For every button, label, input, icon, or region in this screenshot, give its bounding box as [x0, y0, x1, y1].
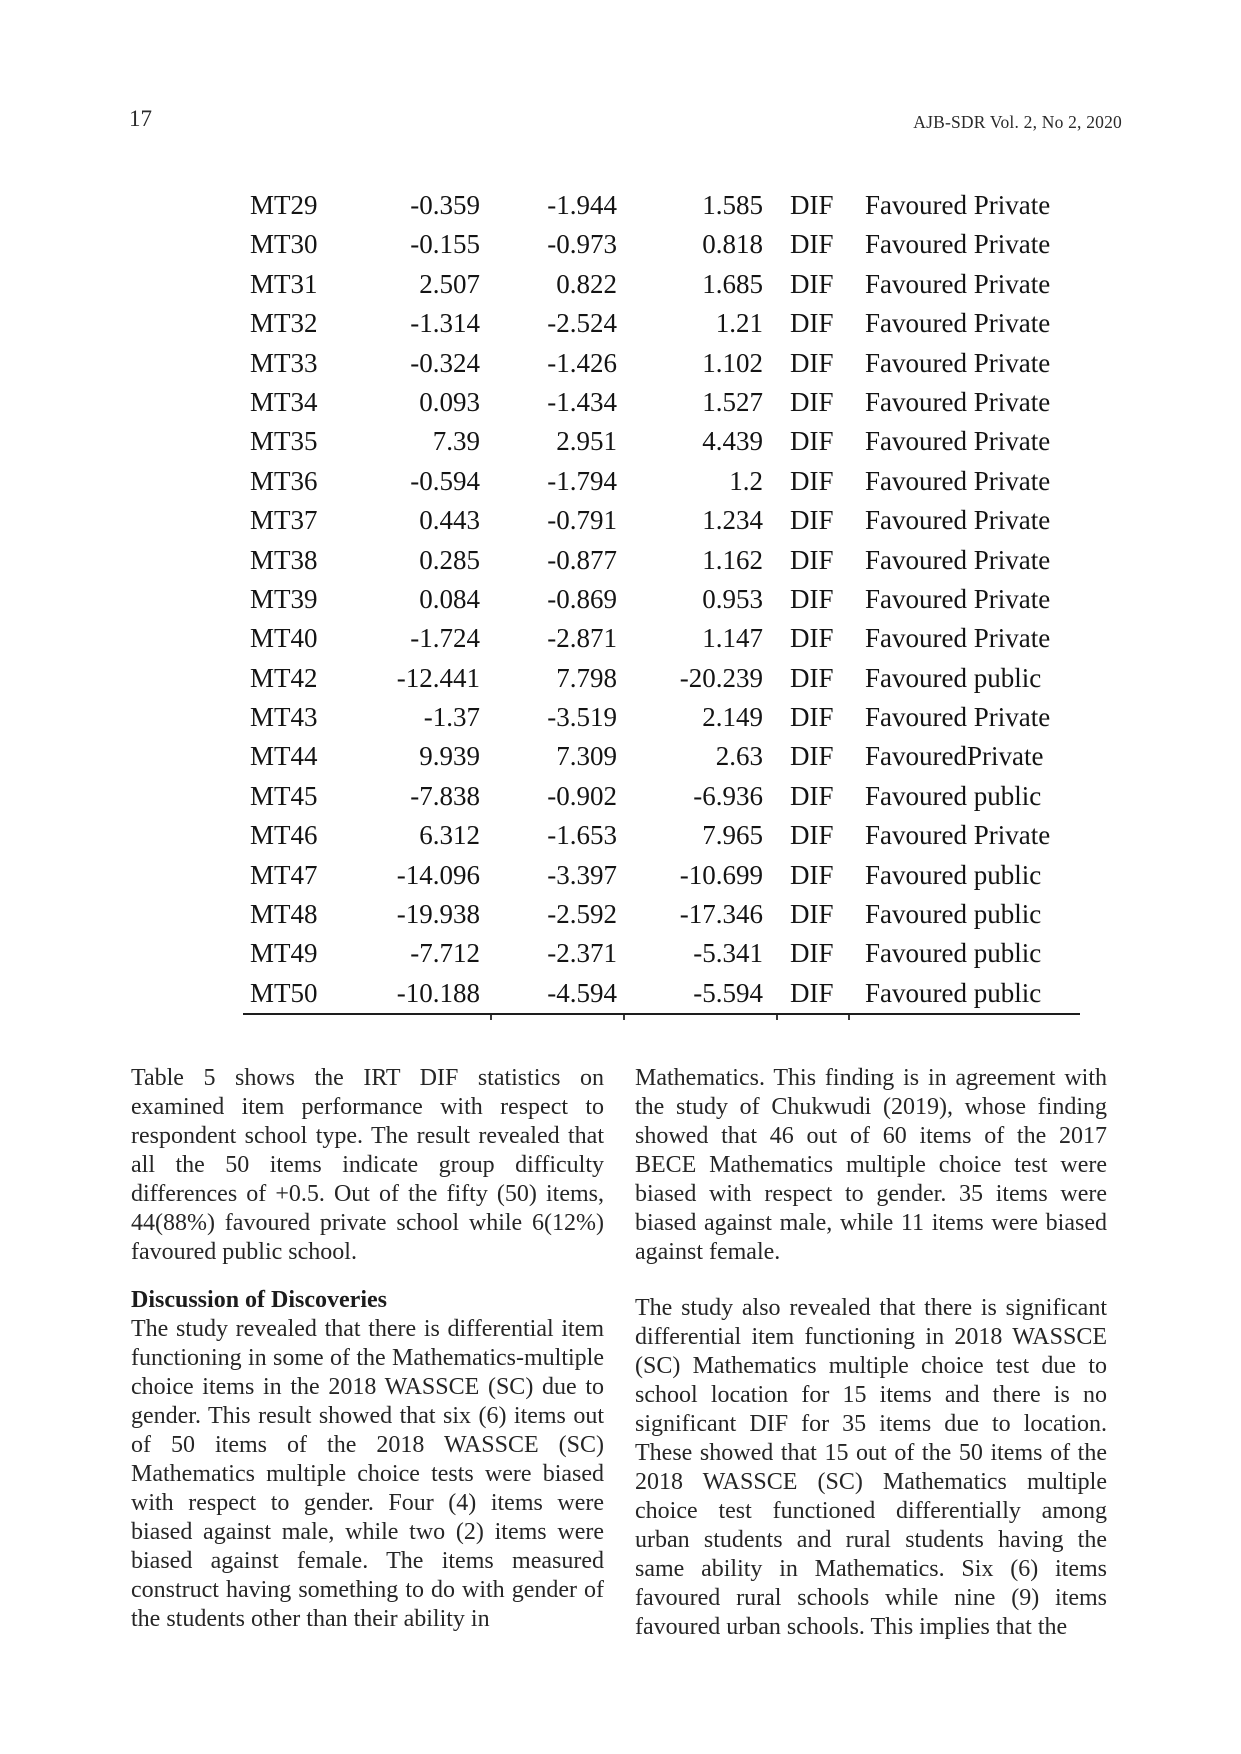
z-value-cell: -17.346 [679, 899, 763, 930]
table-row [243, 659, 1080, 698]
b-value-cell: 7.39 [432, 426, 480, 457]
table-row [243, 344, 1080, 383]
table-row [243, 225, 1080, 264]
remark-cell: Favoured public [865, 662, 1042, 693]
table-row [243, 619, 1080, 658]
table-column-tick [490, 1015, 492, 1020]
se-value-cell: -0.869 [547, 583, 617, 614]
remark-cell: Favoured Private [865, 544, 1051, 575]
table-row [243, 974, 1080, 1013]
table-row [243, 501, 1080, 540]
dif-flag-cell: DIF [790, 977, 834, 1008]
dif-flag-cell: DIF [790, 229, 834, 260]
item-id-cell: MT34 [250, 386, 318, 417]
table-row [243, 383, 1080, 422]
se-value-cell: -3.397 [547, 859, 617, 890]
remark-cell: Favoured Private [865, 347, 1051, 378]
dif-flag-cell: DIF [790, 465, 834, 496]
dif-flag-cell: DIF [790, 268, 834, 299]
z-value-cell: 1.2 [729, 465, 763, 496]
item-id-cell: MT37 [250, 505, 318, 536]
b-value-cell: -0.155 [410, 229, 480, 260]
dif-flag-cell: DIF [790, 583, 834, 614]
dif-flag-cell: DIF [790, 190, 834, 220]
b-value-cell: 0.285 [419, 544, 480, 575]
z-value-cell: 1.21 [715, 308, 763, 339]
table-row [243, 934, 1080, 973]
item-id-cell: MT49 [250, 938, 318, 969]
dif-flag-cell: DIF [790, 386, 834, 417]
dif-flag-cell: DIF [790, 505, 834, 536]
dif-flag-cell: DIF [790, 426, 834, 457]
b-value-cell: 0.093 [419, 386, 480, 417]
remark-cell: Favoured public [865, 859, 1042, 890]
table-row [243, 895, 1080, 934]
b-value-cell: -10.188 [396, 977, 480, 1008]
table-row [243, 856, 1080, 895]
item-id-cell: MT38 [250, 544, 318, 575]
table-row [243, 541, 1080, 580]
remark-cell: Favoured Private [865, 583, 1051, 614]
item-id-cell: MT43 [250, 702, 318, 733]
table-row [243, 816, 1080, 855]
remark-cell: Favoured Private [865, 190, 1051, 220]
item-id-cell: MT42 [250, 662, 318, 693]
item-id-cell: MT48 [250, 899, 318, 930]
z-value-cell: -5.594 [693, 977, 763, 1008]
dif-flag-cell: DIF [790, 623, 834, 654]
page-number: 17 [129, 106, 152, 131]
b-value-cell: 0.443 [419, 505, 480, 536]
b-value-cell: 6.312 [419, 820, 480, 851]
dif-flag-cell: DIF [790, 859, 834, 890]
dif-flag-cell: DIF [790, 938, 834, 969]
dif-flag-cell: DIF [790, 347, 834, 378]
item-id-cell: MT44 [250, 741, 318, 772]
se-value-cell: -0.877 [547, 544, 617, 575]
z-value-cell: 1.102 [702, 347, 763, 378]
item-id-cell: MT29 [250, 190, 318, 220]
b-value-cell: -0.359 [410, 190, 480, 220]
se-value-cell: -0.791 [547, 505, 617, 536]
se-value-cell: -0.973 [547, 229, 617, 260]
b-value-cell: -7.712 [410, 938, 480, 969]
item-id-cell: MT31 [250, 268, 318, 299]
dif-flag-cell: DIF [790, 308, 834, 339]
dif-statistics-table [243, 186, 1080, 1015]
se-value-cell: 7.798 [556, 662, 617, 693]
item-id-cell: MT50 [250, 977, 318, 1008]
b-value-cell: 0.084 [419, 583, 480, 614]
dif-flag-cell: DIF [790, 662, 834, 693]
item-id-cell: MT46 [250, 820, 318, 851]
table-row [243, 698, 1080, 737]
body-text-left-column [131, 1064, 604, 1634]
item-id-cell: MT36 [250, 465, 318, 496]
z-value-cell: 4.439 [702, 426, 763, 457]
discussion-heading: Discussion of Discoveries [131, 1287, 387, 1313]
journal-header: AJB-SDR Vol. 2, No 2, 2020 [913, 112, 1122, 132]
table-row [243, 422, 1080, 461]
b-value-cell: -12.441 [396, 662, 480, 693]
remark-cell: Favoured Private [865, 623, 1051, 654]
z-value-cell: 7.965 [702, 820, 763, 851]
item-id-cell: MT39 [250, 583, 318, 614]
remark-cell: Favoured public [865, 938, 1042, 969]
b-value-cell: -0.594 [410, 465, 480, 496]
dif-flag-cell: DIF [790, 741, 834, 772]
b-value-cell: 2.507 [419, 268, 480, 299]
se-value-cell: -1.944 [547, 190, 617, 220]
b-value-cell: -19.938 [396, 899, 480, 930]
table-row [243, 777, 1080, 816]
b-value-cell: -1.314 [410, 308, 480, 339]
item-id-cell: MT47 [250, 859, 318, 890]
se-value-cell: -4.594 [547, 977, 617, 1008]
item-id-cell: MT45 [250, 780, 318, 811]
table-column-tick [848, 1015, 850, 1020]
se-value-cell: -2.871 [547, 623, 617, 654]
table-row [243, 265, 1080, 304]
gender-findings-paragraph: Mathematics. This finding is in agreement with the study of Chukwudi (2019), whose finding showed that 46 out of 60 items of the 2017 BECE Mathematics multiple choice test were biased with respect to gender. 35 items were biased against male, while 11 items were biased against female. [635, 1065, 1107, 1265]
remark-cell: Favoured public [865, 977, 1042, 1008]
b-value-cell: 9.939 [419, 741, 480, 772]
remark-cell: Favoured Private [865, 820, 1051, 851]
body-text-right-column [635, 1064, 1107, 1642]
z-value-cell: -6.936 [693, 780, 763, 811]
se-value-cell: -1.653 [547, 820, 617, 851]
remark-cell: Favoured Private [865, 505, 1051, 536]
remark-cell: Favoured Private [865, 465, 1051, 496]
b-value-cell: -0.324 [410, 347, 480, 378]
table-row [243, 304, 1080, 343]
table-description-paragraph: Table 5 shows the IRT DIF statistics on examined item performance with respect to respondent school type. The result revealed that all the 50 items indicate group difficulty differences of +0.5. Out of the fifty (50) items, 44(88%) favoured private school while 6(12%) favoured public school. [131, 1065, 604, 1265]
se-value-cell: -0.902 [547, 780, 617, 811]
se-value-cell: -3.519 [547, 702, 617, 733]
location-findings-paragraph: The study also revealed that there is significant differential item functioning in 2018 WASSCE (SC) Mathematics multiple choice test due to school location for 15 items and there is no significant DIF for 35 items due to location. These showed that 15 out of the 50 items of the 2018 WASSCE (SC) Mathematics multiple choice test functioned differentially among urban students and rural students having the same ability in Mathematics. Six (6) items favoured rural schools while nine (9) items favoured urban schools. This implies that the [635, 1295, 1107, 1640]
z-value-cell: 1.147 [702, 623, 763, 654]
table-row [243, 186, 1080, 225]
item-id-cell: MT32 [250, 308, 318, 339]
remark-cell: Favoured Private [865, 308, 1051, 339]
dif-flag-cell: DIF [790, 820, 834, 851]
remark-cell: Favoured Private [865, 386, 1051, 417]
item-id-cell: MT33 [250, 347, 318, 378]
remark-cell: Favoured public [865, 899, 1042, 930]
remark-cell: Favoured Private [865, 229, 1051, 260]
remark-cell: Favoured Private [865, 702, 1051, 733]
z-value-cell: 1.527 [702, 386, 763, 417]
dif-flag-cell: DIF [790, 780, 834, 811]
z-value-cell: -20.239 [679, 662, 763, 693]
se-value-cell: -1.794 [547, 465, 617, 496]
table-column-tick [623, 1015, 625, 1020]
se-value-cell: 2.951 [556, 426, 617, 457]
table-row [243, 737, 1080, 776]
se-value-cell: 0.822 [556, 268, 617, 299]
z-value-cell: 1.585 [702, 190, 763, 220]
discussion-paragraph: The study revealed that there is differential item functioning in some of the Mathematics-multiple choice items in the 2018 WASSCE (SC) due to gender. This result showed that six (6) items out of 50 items of the 2018 WASSCE (SC) Mathematics multiple choice tests were biased with respect to gender. Four (4) items were biased against male, while two (2) items were biased against female. The items measured construct having something to do with gender of the students other than their ability in [131, 1316, 604, 1632]
se-value-cell: -1.434 [547, 386, 617, 417]
b-value-cell: -7.838 [410, 780, 480, 811]
z-value-cell: 0.953 [702, 583, 763, 614]
z-value-cell: 0.818 [702, 229, 763, 260]
z-value-cell: 2.149 [702, 702, 763, 733]
se-value-cell: 7.309 [556, 741, 617, 772]
z-value-cell: 1.685 [702, 268, 763, 299]
z-value-cell: -5.341 [693, 938, 763, 969]
remark-cell: Favoured Private [865, 426, 1051, 457]
se-value-cell: -2.524 [547, 308, 617, 339]
dif-flag-cell: DIF [790, 702, 834, 733]
remark-cell: Favoured public [865, 780, 1042, 811]
item-id-cell: MT30 [250, 229, 318, 260]
se-value-cell: -2.592 [547, 899, 617, 930]
item-id-cell: MT35 [250, 426, 318, 457]
z-value-cell: 2.63 [715, 741, 763, 772]
dif-flag-cell: DIF [790, 544, 834, 575]
se-value-cell: -2.371 [547, 938, 617, 969]
z-value-cell: 1.162 [702, 544, 763, 575]
b-value-cell: -1.37 [423, 702, 480, 733]
table-row [243, 580, 1080, 619]
item-id-cell: MT40 [250, 623, 318, 654]
se-value-cell: -1.426 [547, 347, 617, 378]
remark-cell: Favoured Private [865, 268, 1051, 299]
z-value-cell: -10.699 [679, 859, 763, 890]
remark-cell: FavouredPrivate [865, 741, 1044, 772]
table-row [243, 462, 1080, 501]
b-value-cell: -1.724 [410, 623, 480, 654]
z-value-cell: 1.234 [702, 505, 763, 536]
b-value-cell: -14.096 [396, 859, 480, 890]
table-column-tick [776, 1015, 778, 1020]
dif-flag-cell: DIF [790, 899, 834, 930]
